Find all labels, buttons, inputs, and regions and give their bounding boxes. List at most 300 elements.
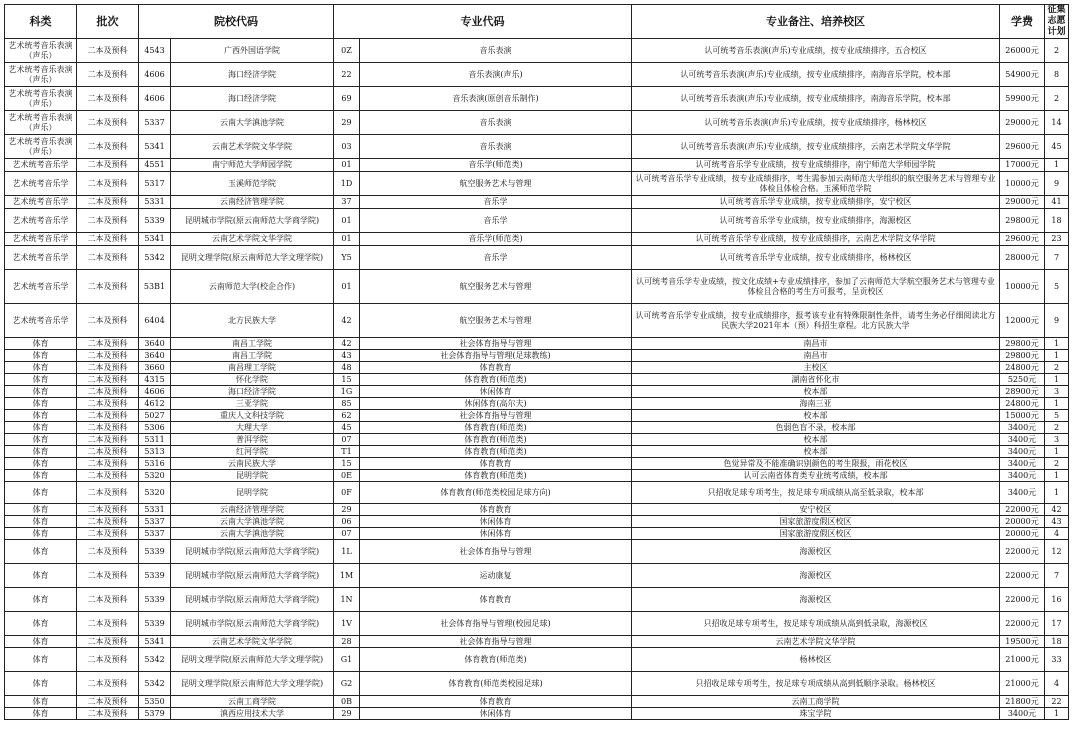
cell-major-code: 22 — [334, 63, 360, 87]
cell-school-code: 4543 — [139, 39, 171, 63]
cell-major-name: 体育教育 — [360, 504, 632, 516]
cell-plan: 5 — [1045, 270, 1069, 304]
cell-school-code: 3640 — [139, 338, 171, 350]
cell-major-code: 01 — [334, 233, 360, 246]
cell-major-code: 0B — [334, 696, 360, 708]
cell-major-code: 01 — [334, 209, 360, 233]
cell-tuition: 19500元 — [1000, 636, 1045, 648]
cell-major-name: 音乐学 — [360, 196, 632, 209]
cell-school-code: 6404 — [139, 304, 171, 338]
cell-plan: 2 — [1045, 39, 1069, 63]
header-batch: 批次 — [77, 5, 139, 39]
table-row — [5, 434, 1069, 446]
cell-major-code: 15 — [334, 458, 360, 470]
cell-school-name: 海口经济学院 — [171, 63, 334, 87]
cell-major-notes: 珠宝学院 — [632, 708, 1000, 720]
cell-major-code: 85 — [334, 398, 360, 410]
cell-plan: 18 — [1045, 636, 1069, 648]
cell-school-code: 5341 — [139, 135, 171, 159]
table-row — [5, 209, 1069, 233]
cell-plan: 9 — [1045, 172, 1069, 196]
cell-major-name: 体育教育(师范类校园足球方向) — [360, 482, 632, 504]
cell-batch: 二本及预科 — [77, 304, 139, 338]
cell-major-name: 休闲体育 — [360, 386, 632, 398]
cell-school-code: 5379 — [139, 708, 171, 720]
cell-batch: 二本及预科 — [77, 233, 139, 246]
cell-school-code: 5342 — [139, 648, 171, 672]
cell-school-name: 云南艺术学院文华学院 — [171, 135, 334, 159]
cell-school-name: 云南大学滇池学院 — [171, 111, 334, 135]
cell-plan: 14 — [1045, 111, 1069, 135]
cell-major-notes: 海源校区 — [632, 540, 1000, 564]
header-school-code: 院校代码 — [139, 5, 334, 39]
table-row — [5, 564, 1069, 588]
cell-major-notes: 云南艺术学院文华学院 — [632, 636, 1000, 648]
cell-major-name: 音乐表演 — [360, 111, 632, 135]
cell-category: 艺术统考音乐学 — [5, 209, 77, 233]
cell-tuition: 29800元 — [1000, 209, 1045, 233]
cell-major-code: 1L — [334, 540, 360, 564]
cell-major-code: 07 — [334, 528, 360, 540]
cell-batch: 二本及预科 — [77, 63, 139, 87]
cell-tuition: 3400元 — [1000, 470, 1045, 482]
cell-school-code: 5337 — [139, 528, 171, 540]
cell-plan: 1 — [1045, 338, 1069, 350]
cell-tuition: 3400元 — [1000, 446, 1045, 458]
cell-category: 艺术统考音乐表演（声乐） — [5, 39, 77, 63]
cell-school-code: 5320 — [139, 470, 171, 482]
cell-major-code: 1M — [334, 564, 360, 588]
cell-school-name: 昆明城市学院(原云南师范大学商学院) — [171, 209, 334, 233]
cell-category: 体育 — [5, 540, 77, 564]
cell-batch: 二本及预科 — [77, 482, 139, 504]
cell-major-notes: 只招收足球专项考生，按足球专项成绩从高到低顺序录取。杨林校区 — [632, 672, 1000, 696]
cell-school-name: 昆明文理学院(原云南师范大学文理学院) — [171, 246, 334, 270]
cell-batch: 二本及预科 — [77, 636, 139, 648]
cell-batch: 二本及预科 — [77, 338, 139, 350]
cell-plan: 1 — [1045, 398, 1069, 410]
cell-batch: 二本及预科 — [77, 540, 139, 564]
cell-major-notes: 色觉异常及不能准确识别颜色的考生限报，雨花校区 — [632, 458, 1000, 470]
cell-major-code: 1N — [334, 588, 360, 612]
cell-major-name: 体育教育(师范类校园足球) — [360, 672, 632, 696]
cell-category: 艺术统考音乐表演（声乐） — [5, 135, 77, 159]
cell-plan: 42 — [1045, 504, 1069, 516]
cell-major-code: 1D — [334, 172, 360, 196]
cell-category: 体育 — [5, 504, 77, 516]
cell-major-name: 休闲体育 — [360, 708, 632, 720]
cell-major-name: 体育教育(师范类) — [360, 434, 632, 446]
cell-school-name: 南昌理工学院 — [171, 362, 334, 374]
cell-major-name: 运动康复 — [360, 564, 632, 588]
table-row — [5, 708, 1069, 720]
table-row — [5, 374, 1069, 386]
cell-category: 体育 — [5, 410, 77, 422]
cell-major-name: 航空服务艺术与管理 — [360, 270, 632, 304]
cell-plan: 8 — [1045, 63, 1069, 87]
table-row — [5, 172, 1069, 196]
cell-school-name: 南宁师范大学师园学院 — [171, 159, 334, 172]
cell-batch: 二本及预科 — [77, 410, 139, 422]
cell-major-name: 体育教育 — [360, 696, 632, 708]
cell-major-notes: 认可统考音乐学专业成绩，按专业成绩排序，海源校区 — [632, 209, 1000, 233]
cell-school-name: 北方民族大学 — [171, 304, 334, 338]
cell-batch: 二本及预科 — [77, 270, 139, 304]
header-major-notes: 专业备注、培养校区 — [632, 5, 1000, 39]
cell-plan: 16 — [1045, 588, 1069, 612]
cell-major-code: G1 — [334, 648, 360, 672]
cell-school-name: 三亚学院 — [171, 398, 334, 410]
cell-tuition: 3400元 — [1000, 708, 1045, 720]
cell-school-name: 南昌工学院 — [171, 350, 334, 362]
cell-school-code: 5331 — [139, 196, 171, 209]
cell-school-code: 5339 — [139, 588, 171, 612]
cell-batch: 二本及预科 — [77, 458, 139, 470]
cell-major-notes: 只招收足球专项考生，按足球专项成绩从高到低录取，海源校区 — [632, 612, 1000, 636]
cell-batch: 二本及预科 — [77, 350, 139, 362]
cell-plan: 22 — [1045, 696, 1069, 708]
cell-batch: 二本及预科 — [77, 516, 139, 528]
cell-major-name: 休闲体育(高尔夫) — [360, 398, 632, 410]
cell-major-code: 1V — [334, 612, 360, 636]
cell-major-code: 0E — [334, 470, 360, 482]
cell-category: 体育 — [5, 516, 77, 528]
cell-tuition: 28000元 — [1000, 246, 1045, 270]
cell-category: 艺术统考音乐表演（声乐） — [5, 87, 77, 111]
cell-major-notes: 认可统考音乐学专业成绩，按专业成绩排序，云南艺术学院文华学院 — [632, 233, 1000, 246]
cell-batch: 二本及预科 — [77, 172, 139, 196]
cell-category: 体育 — [5, 374, 77, 386]
cell-school-code: 5313 — [139, 446, 171, 458]
table-row — [5, 39, 1069, 63]
table-row — [5, 458, 1069, 470]
cell-batch: 二本及预科 — [77, 422, 139, 434]
table-row — [5, 63, 1069, 87]
header-category: 科类 — [5, 5, 77, 39]
table-row — [5, 87, 1069, 111]
cell-major-name: 航空服务艺术与管理 — [360, 304, 632, 338]
cell-school-code: 5341 — [139, 636, 171, 648]
cell-major-name: 音乐学(师范类) — [360, 233, 632, 246]
cell-tuition: 21000元 — [1000, 672, 1045, 696]
cell-school-code: 5337 — [139, 516, 171, 528]
cell-category: 体育 — [5, 458, 77, 470]
cell-tuition: 29600元 — [1000, 135, 1045, 159]
cell-batch: 二本及预科 — [77, 612, 139, 636]
cell-major-name: 体育教育(师范类) — [360, 374, 632, 386]
cell-tuition: 26000元 — [1000, 39, 1045, 63]
cell-category: 体育 — [5, 422, 77, 434]
table-row — [5, 672, 1069, 696]
table-row — [5, 362, 1069, 374]
cell-major-notes: 杨林校区 — [632, 648, 1000, 672]
cell-major-name: 音乐表演(原创音乐制作) — [360, 87, 632, 111]
cell-school-name: 昆明城市学院(原云南师范大学商学院) — [171, 564, 334, 588]
table-row — [5, 233, 1069, 246]
cell-school-name: 大理大学 — [171, 422, 334, 434]
table-row — [5, 516, 1069, 528]
cell-major-notes: 只招收足球专项考生，按足球专项成绩从高至低录取，校本部 — [632, 482, 1000, 504]
table-row — [5, 504, 1069, 516]
cell-batch: 二本及预科 — [77, 196, 139, 209]
cell-major-notes: 海南三亚 — [632, 398, 1000, 410]
cell-school-name: 玉溪师范学院 — [171, 172, 334, 196]
table-row — [5, 410, 1069, 422]
cell-tuition: 3400元 — [1000, 434, 1045, 446]
cell-school-name: 昆明城市学院(原云南师范大学商学院) — [171, 540, 334, 564]
cell-major-code: 43 — [334, 350, 360, 362]
table-row — [5, 270, 1069, 304]
cell-major-notes: 湖南省怀化市 — [632, 374, 1000, 386]
cell-plan: 18 — [1045, 209, 1069, 233]
cell-plan: 1 — [1045, 159, 1069, 172]
cell-category: 艺术统考音乐学 — [5, 233, 77, 246]
cell-major-notes: 校本部 — [632, 410, 1000, 422]
cell-major-code: 42 — [334, 304, 360, 338]
cell-major-notes: 认可统考音乐学专业成绩，按专业成绩排序，南宁师范大学师园学院 — [632, 159, 1000, 172]
table-row — [5, 648, 1069, 672]
cell-category: 体育 — [5, 398, 77, 410]
cell-major-name: 体育教育 — [360, 458, 632, 470]
cell-plan: 23 — [1045, 233, 1069, 246]
table-row — [5, 111, 1069, 135]
cell-major-name: 音乐学 — [360, 246, 632, 270]
cell-major-code: 01 — [334, 159, 360, 172]
cell-plan: 3 — [1045, 434, 1069, 446]
cell-plan: 1 — [1045, 374, 1069, 386]
cell-tuition: 29800元 — [1000, 350, 1045, 362]
cell-category: 体育 — [5, 672, 77, 696]
cell-school-code: 5317 — [139, 172, 171, 196]
cell-tuition: 29600元 — [1000, 233, 1045, 246]
cell-school-name: 云南大学滇池学院 — [171, 528, 334, 540]
cell-tuition: 22000元 — [1000, 564, 1045, 588]
table-row — [5, 196, 1069, 209]
cell-school-code: 3660 — [139, 362, 171, 374]
cell-batch: 二本及预科 — [77, 362, 139, 374]
cell-major-name: 社会体育指导与管理(足球教练) — [360, 350, 632, 362]
cell-school-name: 云南艺术学院文华学院 — [171, 636, 334, 648]
cell-major-notes: 色弱色盲不录，校本部 — [632, 422, 1000, 434]
cell-school-code: 4606 — [139, 386, 171, 398]
cell-major-notes: 安宁校区 — [632, 504, 1000, 516]
cell-major-notes: 认可统考音乐学专业成绩，按专业成绩排序，安宁校区 — [632, 196, 1000, 209]
cell-tuition: 29000元 — [1000, 196, 1045, 209]
cell-category: 体育 — [5, 470, 77, 482]
cell-major-code: 0F — [334, 482, 360, 504]
cell-tuition: 54900元 — [1000, 63, 1045, 87]
cell-major-notes: 校本部 — [632, 446, 1000, 458]
cell-batch: 二本及预科 — [77, 39, 139, 63]
cell-major-code: 03 — [334, 135, 360, 159]
cell-major-notes: 认可统考音乐学专业成绩，按文化成绩+专业成绩排序，参加了云南师范大学航空服务艺术与管理专业体检且合格的考生方可报考，呈贡校区 — [632, 270, 1000, 304]
cell-school-name: 南昌工学院 — [171, 338, 334, 350]
cell-batch: 二本及预科 — [77, 386, 139, 398]
cell-school-code: 5339 — [139, 612, 171, 636]
cell-category: 体育 — [5, 588, 77, 612]
cell-batch: 二本及预科 — [77, 564, 139, 588]
table-container — [4, 4, 1068, 720]
cell-category: 艺术统考音乐学 — [5, 246, 77, 270]
cell-major-code: 07 — [334, 434, 360, 446]
cell-major-notes: 主校区 — [632, 362, 1000, 374]
cell-school-name: 云南工商学院 — [171, 696, 334, 708]
cell-batch: 二本及预科 — [77, 434, 139, 446]
header-major-code: 专业代码 — [334, 5, 632, 39]
cell-major-code: 29 — [334, 504, 360, 516]
cell-major-name: 社会体育指导与管理 — [360, 410, 632, 422]
cell-batch: 二本及预科 — [77, 446, 139, 458]
cell-major-notes: 认可统考音乐表演(声乐)专业成绩，按专业成绩排序，南海音乐学院，校本部 — [632, 87, 1000, 111]
cell-major-name: 音乐表演 — [360, 39, 632, 63]
cell-major-name: 音乐学 — [360, 209, 632, 233]
cell-batch: 二本及预科 — [77, 159, 139, 172]
cell-plan: 5 — [1045, 410, 1069, 422]
cell-major-notes: 校本部 — [632, 386, 1000, 398]
cell-plan: 2 — [1045, 87, 1069, 111]
cell-batch: 二本及预科 — [77, 672, 139, 696]
cell-batch: 二本及预科 — [77, 111, 139, 135]
cell-category: 体育 — [5, 636, 77, 648]
cell-school-name: 云南民族大学 — [171, 458, 334, 470]
cell-batch: 二本及预科 — [77, 398, 139, 410]
cell-major-notes: 认可统考音乐学专业成绩，按专业成绩排序，考生需参加云南师范大学组织的航空服务艺术与管理专业体检且体检合格。玉溪师范学院 — [632, 172, 1000, 196]
cell-major-code: T1 — [334, 446, 360, 458]
cell-batch: 二本及预科 — [77, 528, 139, 540]
cell-tuition: 3400元 — [1000, 458, 1045, 470]
cell-major-name: 体育教育(师范类) — [360, 648, 632, 672]
cell-major-notes: 认可统考音乐表演(声乐)专业成绩，按专业成绩排序，五合校区 — [632, 39, 1000, 63]
cell-tuition: 29800元 — [1000, 338, 1045, 350]
cell-plan: 33 — [1045, 648, 1069, 672]
cell-school-code: 5341 — [139, 233, 171, 246]
cell-school-name: 昆明文理学院(原云南师范大学文理学院) — [171, 648, 334, 672]
cell-major-notes: 海源校区 — [632, 564, 1000, 588]
cell-school-name: 重庆人文科技学院 — [171, 410, 334, 422]
cell-school-code: 5316 — [139, 458, 171, 470]
cell-category: 体育 — [5, 386, 77, 398]
cell-plan: 9 — [1045, 304, 1069, 338]
table-row — [5, 338, 1069, 350]
cell-major-notes: 南昌市 — [632, 338, 1000, 350]
cell-category: 艺术统考音乐表演（声乐） — [5, 111, 77, 135]
cell-major-name: 社会体育指导与管理 — [360, 636, 632, 648]
cell-school-code: 4606 — [139, 63, 171, 87]
cell-category: 艺术统考音乐学 — [5, 159, 77, 172]
cell-tuition: 22000元 — [1000, 588, 1045, 612]
cell-batch: 二本及预科 — [77, 374, 139, 386]
cell-plan: 43 — [1045, 516, 1069, 528]
cell-major-notes: 认可统考音乐表演(声乐)专业成绩，按专业成绩排序，杨林校区 — [632, 111, 1000, 135]
table-row — [5, 696, 1069, 708]
table-row — [5, 159, 1069, 172]
cell-plan: 4 — [1045, 672, 1069, 696]
cell-school-code: 3640 — [139, 350, 171, 362]
cell-major-name: 休闲体育 — [360, 516, 632, 528]
cell-major-name: 音乐表演 — [360, 135, 632, 159]
table-row — [5, 482, 1069, 504]
cell-major-name: 社会体育指导与管理 — [360, 540, 632, 564]
cell-major-code: 0Z — [334, 39, 360, 63]
cell-category: 艺术统考音乐表演（声乐） — [5, 63, 77, 87]
cell-plan: 1 — [1045, 482, 1069, 504]
cell-school-code: 5350 — [139, 696, 171, 708]
cell-category: 体育 — [5, 564, 77, 588]
cell-school-code: 5342 — [139, 672, 171, 696]
cell-major-name: 体育教育 — [360, 588, 632, 612]
cell-plan: 4 — [1045, 528, 1069, 540]
cell-school-code: 5331 — [139, 504, 171, 516]
cell-batch: 二本及预科 — [77, 696, 139, 708]
cell-school-name: 滇西应用技术大学 — [171, 708, 334, 720]
cell-tuition: 21000元 — [1000, 648, 1045, 672]
cell-plan: 2 — [1045, 422, 1069, 434]
cell-school-code: 53B1 — [139, 270, 171, 304]
cell-tuition: 24800元 — [1000, 362, 1045, 374]
cell-batch: 二本及预科 — [77, 504, 139, 516]
table-row — [5, 540, 1069, 564]
cell-major-notes: 认可统考音乐学专业成绩，按专业成绩排序，报考该专业有特殊限制性条件，请考生务必仔细阅读北方民族大学2021年本（预）科招生章程。北方民族大学 — [632, 304, 1000, 338]
cell-tuition: 10000元 — [1000, 172, 1045, 196]
cell-school-code: 5339 — [139, 540, 171, 564]
cell-plan: 41 — [1045, 196, 1069, 209]
cell-major-notes: 国家旅游度假区校区 — [632, 516, 1000, 528]
cell-school-code: 5337 — [139, 111, 171, 135]
cell-plan: 1 — [1045, 446, 1069, 458]
cell-tuition: 20000元 — [1000, 516, 1045, 528]
cell-batch: 二本及预科 — [77, 135, 139, 159]
cell-plan: 2 — [1045, 362, 1069, 374]
cell-category: 体育 — [5, 434, 77, 446]
table-row — [5, 350, 1069, 362]
table-row — [5, 470, 1069, 482]
cell-major-name: 体育教育(师范类) — [360, 422, 632, 434]
cell-batch: 二本及预科 — [77, 588, 139, 612]
cell-school-name: 云南大学滇池学院 — [171, 516, 334, 528]
cell-tuition: 29000元 — [1000, 111, 1045, 135]
cell-major-code: 06 — [334, 516, 360, 528]
cell-school-code: 5342 — [139, 246, 171, 270]
cell-category: 体育 — [5, 648, 77, 672]
table-row — [5, 588, 1069, 612]
cell-major-code: Y5 — [334, 246, 360, 270]
table-row — [5, 636, 1069, 648]
cell-school-name: 昆明城市学院(原云南师范大学商学院) — [171, 588, 334, 612]
cell-school-code: 4551 — [139, 159, 171, 172]
cell-batch: 二本及预科 — [77, 648, 139, 672]
cell-batch: 二本及预科 — [77, 708, 139, 720]
cell-major-name: 社会体育指导与管理 — [360, 338, 632, 350]
cell-school-code: 5311 — [139, 434, 171, 446]
cell-plan: 45 — [1045, 135, 1069, 159]
cell-major-code: 62 — [334, 410, 360, 422]
cell-school-name: 昆明学院 — [171, 470, 334, 482]
cell-school-code: 5320 — [139, 482, 171, 504]
table-row — [5, 398, 1069, 410]
cell-school-name: 昆明文理学院(原云南师范大学文理学院) — [171, 672, 334, 696]
cell-plan: 17 — [1045, 612, 1069, 636]
cell-category: 艺术统考音乐学 — [5, 304, 77, 338]
cell-school-code: 5339 — [139, 209, 171, 233]
table-row — [5, 304, 1069, 338]
cell-plan: 7 — [1045, 564, 1069, 588]
table-row — [5, 386, 1069, 398]
cell-major-notes: 认可统考音乐学专业成绩，按专业成绩排序，杨林校区 — [632, 246, 1000, 270]
table-row — [5, 446, 1069, 458]
cell-school-name: 云南经济管理学院 — [171, 196, 334, 209]
table-row — [5, 528, 1069, 540]
cell-school-code: 5306 — [139, 422, 171, 434]
